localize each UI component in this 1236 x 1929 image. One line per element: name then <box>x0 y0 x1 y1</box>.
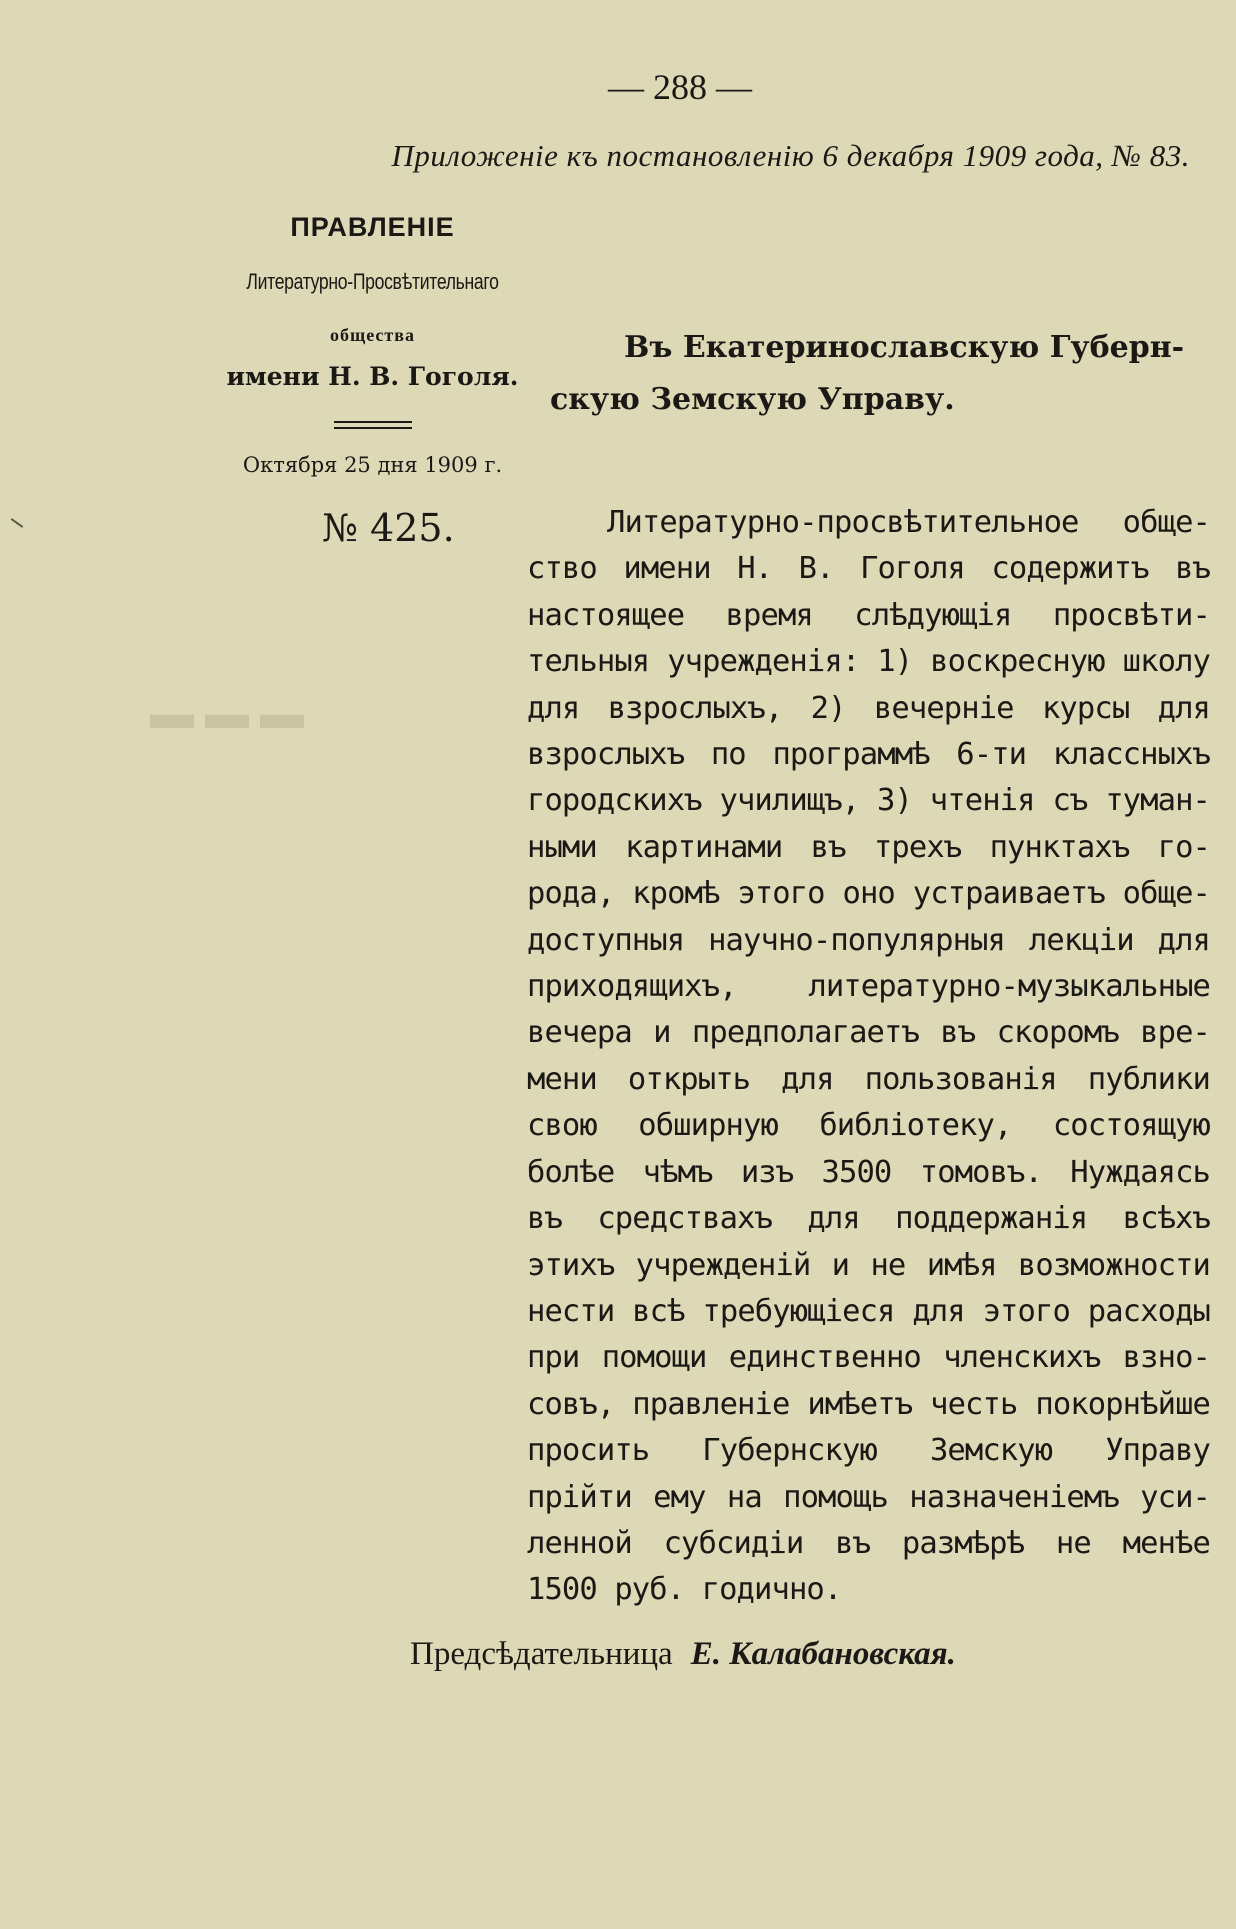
sender-block <box>200 212 545 477</box>
society-name: имени Н. В. Гоголя. <box>226 362 519 391</box>
body-line: нести всѣ требующiеся для этого расходы <box>527 1293 1210 1329</box>
signature-line <box>410 1636 956 1673</box>
body-line: прiйти ему на помощь назначенiемъ уси- <box>527 1479 1210 1515</box>
body-line: ство имени Н. В. Гоголя содержитъ въ <box>527 551 1210 587</box>
body-line: доступныя научно-популярныя лекцiи для <box>527 922 1210 958</box>
letter-number: № 425. <box>322 506 455 550</box>
board-subtitle: Литературно-Просвѣтительнаго <box>246 269 499 294</box>
body-line: тельныя учрежденiя: 1) воскресную школу <box>527 644 1210 680</box>
body-line: мени открыть для пользованiя публики <box>527 1061 1210 1097</box>
letter-body <box>527 500 1210 1614</box>
body-line: ными картинами въ трехъ пунктахъ го- <box>527 829 1210 865</box>
addressee-block <box>550 322 1210 426</box>
board-title: ПРАВЛЕНIЕ <box>290 212 455 242</box>
margin-mark <box>11 518 24 528</box>
body-line: этихъ учрежденiй и не имѣя возможности <box>527 1247 1210 1283</box>
appendix-note: Приложенiе къ постановленiю 6 декабря 1909 года, № 83. <box>391 138 1190 173</box>
body-line: рода, кромѣ этого оно устраиваетъ обще- <box>527 876 1210 912</box>
body-line: болѣе чѣмъ изъ 3500 томовъ. Нуждаясь <box>527 1154 1210 1190</box>
body-line: Литературно-просвѣтительное обще- <box>607 505 1210 540</box>
signature-title: Предсѣдательница <box>410 1636 673 1672</box>
body-line: городскихъ училищъ, 3) чтенiя съ туман- <box>527 783 1210 819</box>
body-line: настоящее время слѣдующiя просвѣти- <box>527 597 1210 633</box>
society-word: общества <box>330 325 415 345</box>
double-rule-divider <box>334 421 412 429</box>
addressee-line-1: Въ Екатеринославскую Губерн- <box>624 330 1185 365</box>
letter-date: Октября 25 дня 1909 г. <box>242 453 503 477</box>
body-line: для взрослыхъ, 2) вечернiе курсы для <box>527 690 1210 726</box>
body-line: свою обширную библiотеку, состоящую <box>527 1108 1210 1144</box>
body-line: ленной субсидiи въ размѣрѣ не менѣе <box>527 1525 1210 1561</box>
page-number: — 288 — <box>608 67 752 107</box>
body-line: просить Губернскую Земскую Управу <box>527 1433 1210 1469</box>
body-line: въ средствахъ для поддержанiя всѣхъ <box>527 1201 1210 1237</box>
body-line: приходящихъ, литературно-музыкальные <box>527 969 1210 1005</box>
body-line: 1500 руб. годично. <box>527 1572 842 1608</box>
body-line: при помощи единственно членскихъ взно- <box>527 1340 1210 1376</box>
body-line: взрослыхъ по программѣ 6-ти классныхъ <box>527 737 1210 773</box>
signature-name: Е. Калабановская. <box>690 1636 956 1672</box>
addressee-line-2: скую Земскую Управу. <box>550 382 955 417</box>
body-line: совъ, правленiе имѣетъ честь покорнѣйше <box>527 1386 1210 1422</box>
reverse-side-bleed: ▬ ▬ ▬ <box>150 689 304 738</box>
body-line: вечера и предполагаетъ въ скоромъ вре- <box>527 1015 1210 1051</box>
